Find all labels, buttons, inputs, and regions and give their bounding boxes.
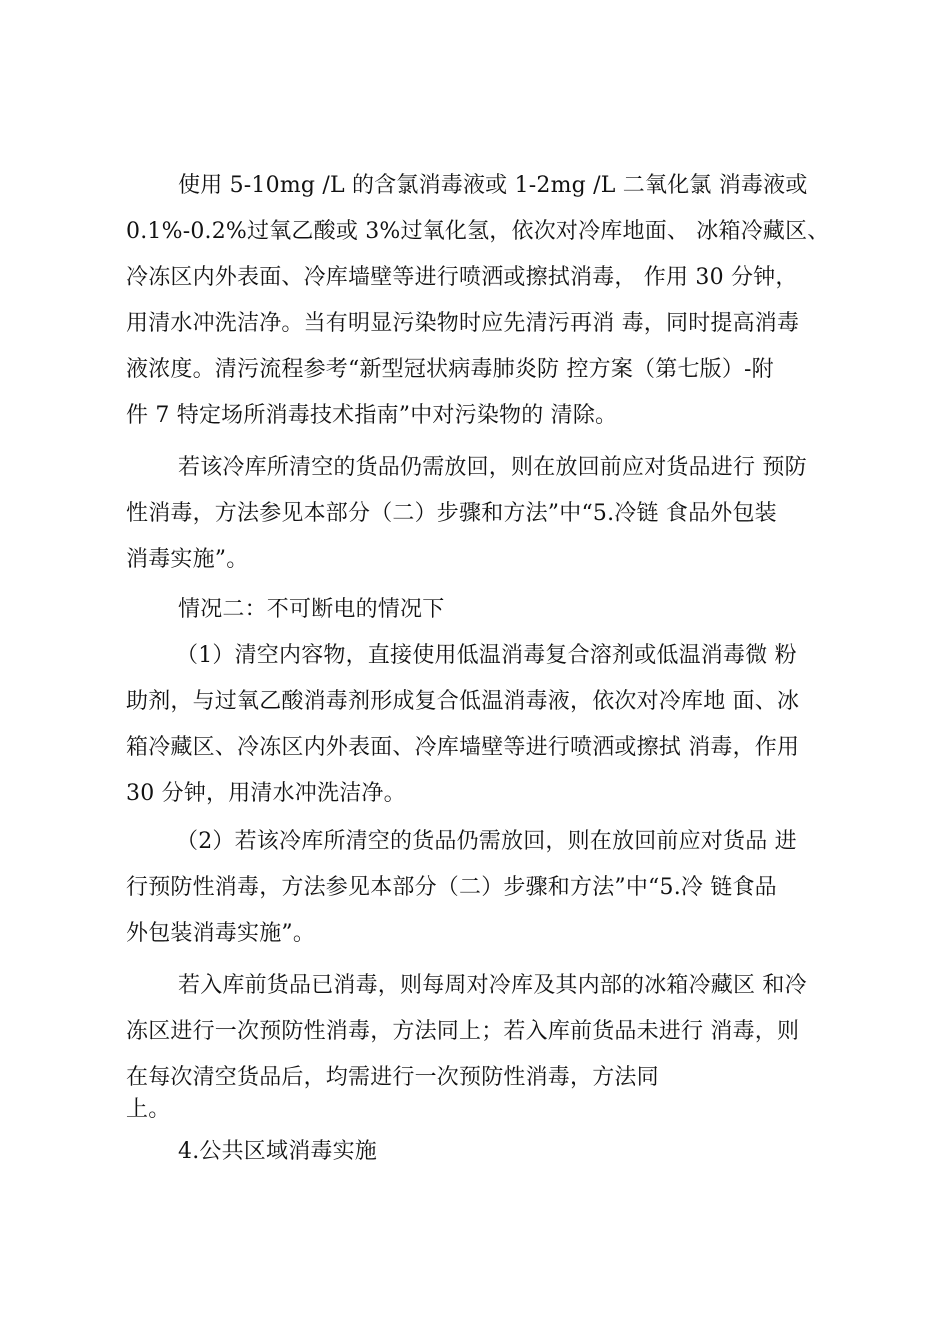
text-line: 使用 5-10mg /L 的含氯消毒液或 1-2mg /L 二氧化氯 消毒液或	[178, 173, 808, 198]
text-line: 用清水冲洗洁净。当有明显污染物时应先清污再消 毒，同时提高消毒	[126, 311, 800, 336]
text-line: 冷冻区内外表面、冷库墙壁等进行喷洒或擦拭消毒， 作用 30 分钟，	[126, 265, 798, 290]
text-line: 外包装消毒实施”。	[126, 921, 316, 946]
text-line: 情况二：不可断电的情况下	[178, 597, 445, 622]
text-line: 性消毒，方法参见本部分（二）步骤和方法”中“5.冷链 食品外包装	[126, 501, 777, 526]
text-line: 件 7 特定场所消毒技术指南”中对污染物的 清除。	[126, 403, 618, 428]
text-line: （2）若该冷库所清空的货品仍需放回，则在放回前应对货品 进	[176, 829, 797, 854]
text-line: 若入库前货品已消毒，则每周对冷库及其内部的冰箱冷藏区 和冷	[178, 973, 807, 998]
text-line: 若该冷库所清空的货品仍需放回，则在放回前应对货品进行 预防	[178, 455, 807, 480]
text-line: 冻区进行一次预防性消毒，方法同上；若入库前货品未进行 消毒，则	[126, 1019, 800, 1044]
text-line: 助剂，与过氧乙酸消毒剂形成复合低温消毒液，依次对冷库地 面、冰	[126, 689, 800, 714]
text-line: 在每次清空货品后，均需进行一次预防性消毒，方法同	[126, 1065, 659, 1090]
text-line: 消毒实施”。	[126, 547, 249, 572]
text-line: （1）清空内容物，直接使用低温消毒复合溶剂或低温消毒微 粉	[176, 643, 797, 668]
section-heading: 4.公共区域消毒实施	[178, 1139, 377, 1164]
text-line: 液浓度。清污流程参考“新型冠状病毒肺炎防 控方案（第七版）-附	[126, 357, 774, 382]
text-line: 行预防性消毒，方法参见本部分（二）步骤和方法”中“5.冷 链食品	[126, 875, 777, 900]
text-line: 箱冷藏区、冷冻区内外表面、冷库墙壁等进行喷洒或擦拭 消毒，作用	[126, 735, 800, 760]
text-line: 30 分钟，用清水冲洗洁净。	[126, 781, 406, 806]
text-line: 0.1%-0.2%过氧乙酸或 3%过氧化氢，依次对冷库地面、 冰箱冷藏区、	[126, 219, 830, 244]
text-line: 上。	[126, 1097, 171, 1122]
